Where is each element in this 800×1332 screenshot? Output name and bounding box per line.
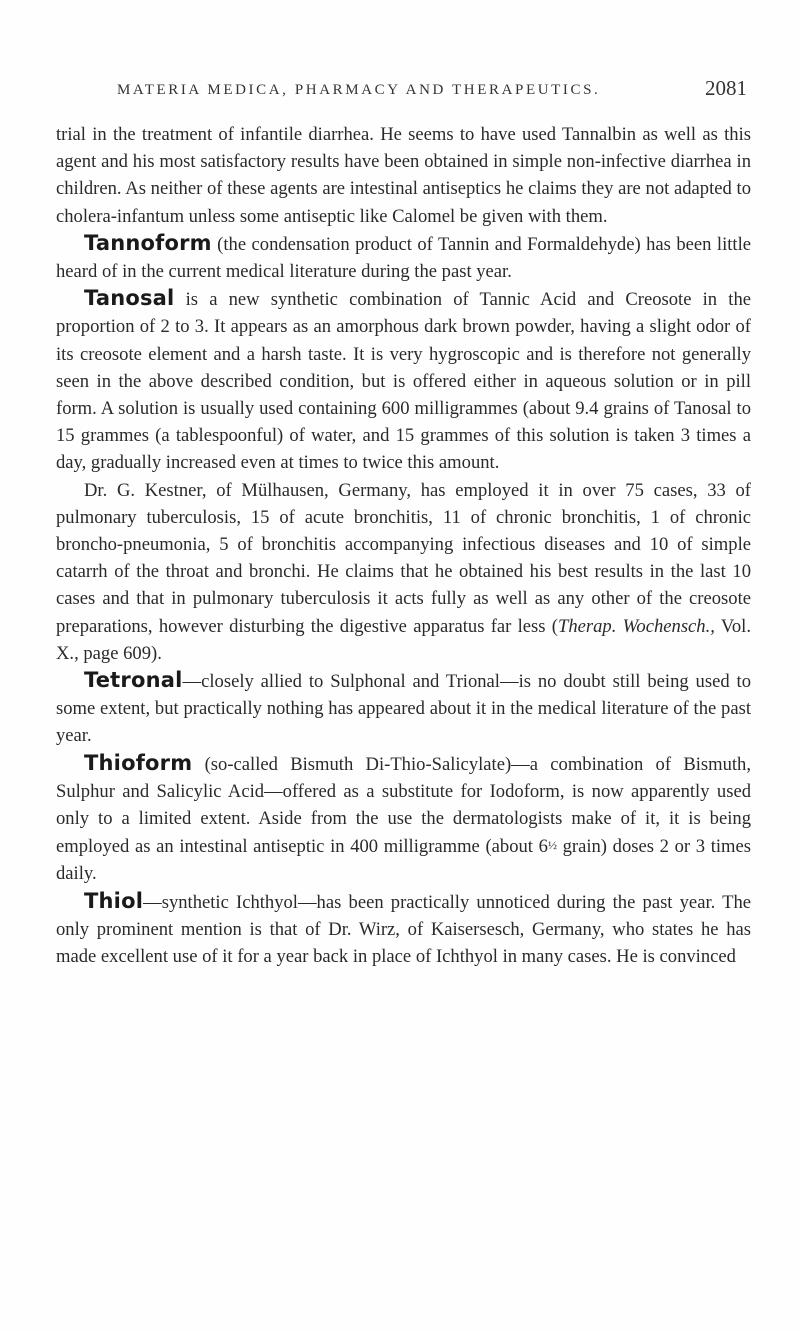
entry-heading: Tanosal: [84, 286, 175, 311]
entry-text: (the condensation product of Tannin and Formaldehyde) has been little heard of in the current medical literature during the past year.: [56, 233, 751, 283]
paragraph-text: Vol. X., page 609).: [56, 615, 751, 664]
entry-thioform: [56, 750, 751, 888]
paragraph-text: trial in the treatment of infantile diarrhea. He seems to have used Tannalbin as well as this agent and his most satisfactory results have been obtained in simple non-infective diarrhea in children. As neither of these agents are intestinal antiseptics he claims they are not adapted to cholera-infantum unless some antiseptic like Calomel be given with them.: [56, 124, 751, 227]
entry-heading: Thioform: [84, 750, 193, 775]
entry-tannoform: [56, 230, 751, 285]
entry-text: —closely allied to Sulphonal and Trional—is no doubt still being used to some extent, but practically nothing has appeared about it in the medical literature of the past year.: [56, 671, 751, 747]
paragraph-text: Dr. G. Kestner, of Mülhausen, Germany, has employed it in over 75 cases, 33 of pulmonary tuberculosis, 15 of acute bronchitis, 11 of chronic bronchitis, 1 of chronic broncho-pneumonia, 5 of bronchitis accompanying infectious diseases and 10 of simple catarrh of the throat and bronchi. He claims that he obtained his best results in the last 10 cases and that in pulmonary tuberculosis it acts fully as well as any other of the creosote preparations, however disturbing the digestive apparatus far less (: [56, 479, 751, 637]
entry-tetronal: [56, 667, 751, 750]
running-title: MATERIA MEDICA, PHARMACY AND THERAPEUTICS.: [117, 82, 601, 98]
entry-text: is a new synthetic combination of Tannic Acid and Creosote in the proportion of 2 to 3. It appears as an amorphous dark brown powder, having a slight odor of its creosote element and a harsh taste. It is very hygroscopic and is therefore not generally seen in the above described condition, but is offered either in aqueous solution or in pill form. A solution is usually used containing 600 milligrammes (about 9.4 grains of Tanosal to 15 grammes (a tablespoonful) of water, and 15 grammes of this solution is taken 3 times a day, gradually increased even at times to twice this amount.: [56, 289, 751, 474]
entry-text: —synthetic Ichthyol—has been practically unnoticed during the past year. The only prominent mention is that of Dr. Wirz, of Kaisersesch, Germany, who states he has made excellent use of it for a year back in place of Ichthyol in many cases. He is convinced: [56, 891, 751, 968]
paragraph-kestner: [56, 477, 751, 667]
paragraph-infantile-diarrhea: [56, 121, 751, 230]
journal-citation: Therap. Wochensch.,: [558, 615, 715, 637]
entry-text: (so-called Bismuth Di-Thio-Salicylate)—a combination of Bismuth, Sulphur and Salicylic Acid—offered as a substitute for Iodoform, is now apparently used only to a limited extent. Aside from the use the dermatologists make of it, it is being employed as an intestinal antiseptic in 400 milligramme (about 6: [56, 753, 751, 858]
fraction: ½: [547, 838, 557, 853]
entry-heading: Thiol: [84, 888, 144, 913]
entry-tanosal: [56, 285, 751, 476]
entry-heading: Tannoform: [84, 230, 212, 255]
entry-thiol: [56, 888, 751, 971]
entry-heading: Tetronal: [84, 668, 183, 693]
entry-text: grain) doses 2 or 3 times daily.: [56, 836, 751, 885]
body-text: [56, 121, 751, 970]
page-number: 2081: [705, 76, 747, 100]
running-header: [117, 76, 747, 106]
